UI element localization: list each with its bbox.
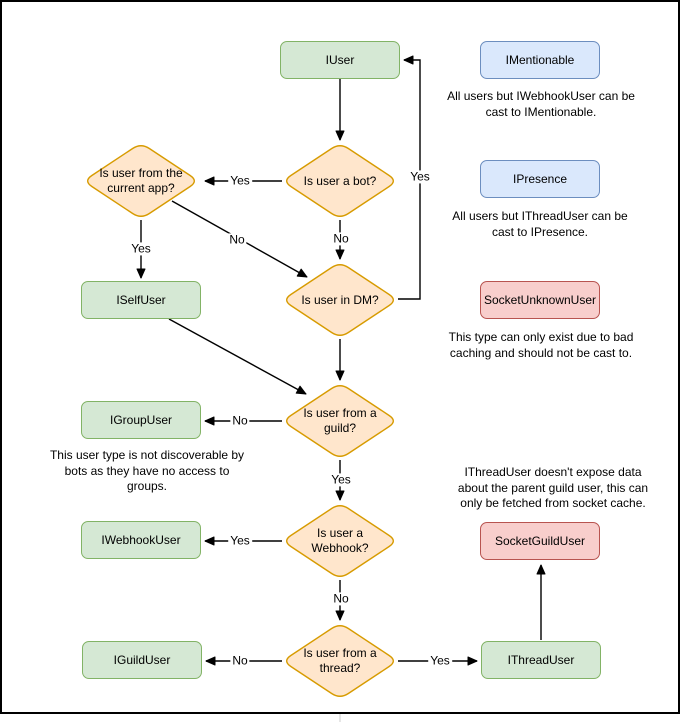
decision-bot-label: Is user a bot? (303, 173, 377, 188)
node-ipresence-label: IPresence (512, 172, 568, 186)
note-imentionable (426, 89, 656, 120)
edge-label-guild-to-igroupuser: No (232, 413, 248, 428)
note-ithreaduser-line1: IThreadUser doesn't expose data (464, 465, 642, 479)
decision-thread-label: Is user from a thread? (303, 646, 377, 675)
node-socketguilduser (480, 522, 600, 560)
node-ithreaduser-label: IThreadUser (507, 653, 575, 667)
node-iguilduser-label: IGuildUser (113, 653, 171, 667)
note-igroupuser (32, 448, 262, 495)
edge-label-thread-to-iguilduser: No (232, 653, 248, 668)
note-ithreaduser-line2: about the parent guild user, this can (457, 480, 649, 495)
decision-guild-label: Is user from a guild? (303, 406, 377, 435)
note-ithreaduser-line3: only be fetched from socket cache. (460, 496, 646, 511)
note-igroupuser-line2: bots as they have no access to (64, 463, 230, 478)
note-socketunknownuser (426, 330, 656, 361)
edge-label-bot-to-currentapp: Yes (230, 173, 250, 188)
note-socketunknownuser-line2: caching and should not be cast to. (449, 345, 633, 360)
node-socketunknownuser (480, 281, 600, 319)
node-socketunknownuser-label: SocketUnknownUser (483, 293, 597, 307)
note-ipresence-line1: All users but IThreadUser can be (452, 209, 628, 223)
node-ithreaduser (481, 641, 601, 679)
node-iwebhookuser (81, 521, 201, 559)
node-igroupuser (81, 401, 201, 439)
note-ipresence (425, 209, 655, 240)
node-imentionable-label: IMentionable (505, 53, 575, 67)
note-socketunknownuser-line1: This type can only exist due to bad (448, 330, 634, 344)
edge-label-dm-to-iuser: Yes (410, 169, 430, 184)
note-igroupuser-line3: groups. (126, 479, 168, 494)
note-imentionable-line1: All users but IWebhookUser can be (447, 89, 635, 103)
decision-dm-label: Is user in DM? (301, 292, 379, 307)
edge-label-webhook-to-thread: No (333, 591, 349, 606)
node-iuser-label: IUser (325, 53, 355, 67)
node-ipresence (480, 160, 600, 198)
edge-label-thread-to-ithreaduser: Yes (430, 653, 450, 668)
decision-currentapp-label: Is user from the current app? (99, 166, 183, 195)
edge-iselfuser-to-guild (169, 319, 306, 394)
node-iselfuser-label: ISelfUser (116, 293, 166, 307)
edge-label-currentapp-to-iselfuser: Yes (131, 241, 151, 256)
node-iselfuser (81, 281, 201, 319)
note-ithreaduser (438, 465, 668, 512)
node-imentionable (480, 41, 600, 79)
node-iuser (280, 41, 400, 79)
node-igroupuser-label: IGroupUser (109, 413, 173, 427)
note-igroupuser-line1: This user type is not discoverable by (49, 448, 245, 462)
node-iguilduser (82, 641, 202, 679)
edge-label-bot-to-dm: No (333, 231, 349, 246)
edge-label-guild-to-webhook: Yes (331, 472, 351, 487)
decision-webhook-label: Is user a Webhook? (311, 526, 369, 555)
note-imentionable-line2: cast to IMentionable. (485, 104, 597, 119)
node-iwebhookuser-label: IWebhookUser (101, 533, 181, 547)
edge-label-currentapp-to-dm: No (229, 232, 245, 247)
node-socketguilduser-label: SocketGuildUser (494, 534, 586, 548)
edge-label-webhook-to-iwebhookuser: Yes (230, 533, 250, 548)
note-ipresence-line2: cast to IPresence. (491, 224, 589, 239)
